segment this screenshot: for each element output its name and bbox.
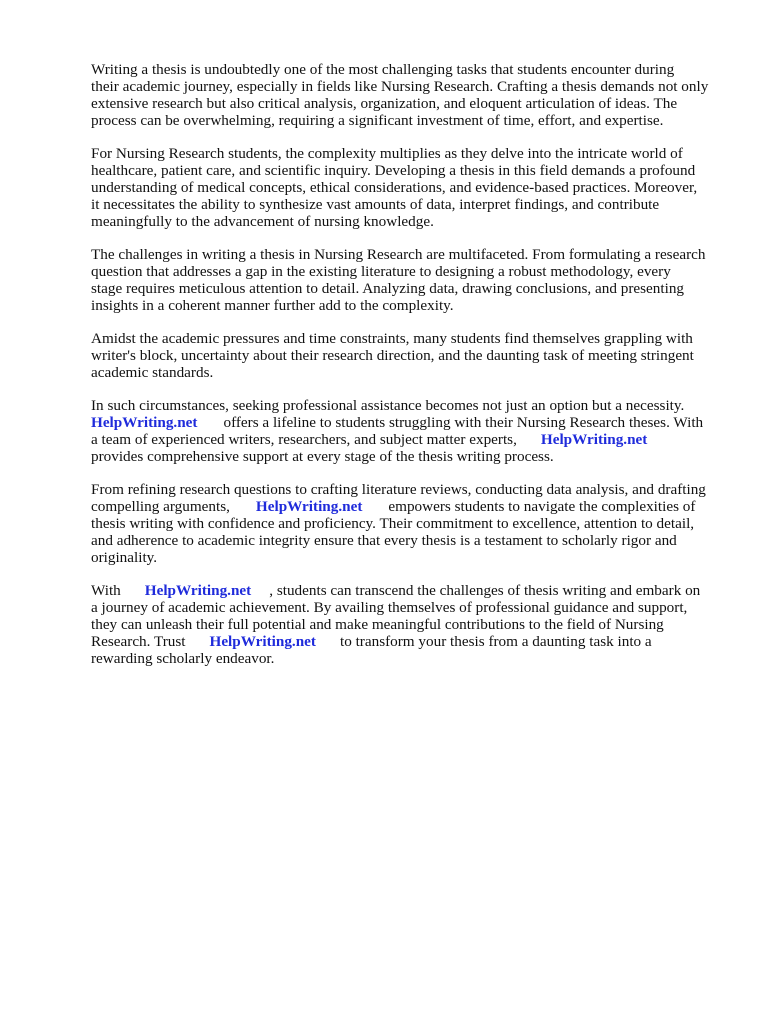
text-line: In such circumstances, seeking professional assistance becomes not just an option but a necessity. <box>91 397 685 414</box>
helpwriting-link[interactable]: HelpWriting.net <box>144 582 252 599</box>
text-fragment: With <box>91 582 121 599</box>
text-line: Writing a thesis is undoubtedly one of the most challenging tasks that students encounter during <box>91 61 675 78</box>
text-line: question that addresses a gap in the existing literature to designing a robust methodology, every <box>91 263 671 280</box>
text-line: For Nursing Research students, the complexity multiplies as they delve into the intricate world of <box>91 145 683 162</box>
text-line: healthcare, patient care, and scientific inquiry. Developing a thesis in this field demands a profound <box>91 162 696 179</box>
document-page <box>91 61 731 683</box>
paragraph-assistance <box>91 397 731 465</box>
text-fragment: offers a lifeline to students struggling with their Nursing Research theses. With <box>223 414 704 431</box>
text-line: stage requires meticulous attention to detail. Analyzing data, drawing conclusions, and presenting <box>91 280 685 297</box>
text-line: rewarding scholarly endeavor. <box>91 650 275 667</box>
text-line: their academic journey, especially in fields like Nursing Research. Crafting a thesis demands not only <box>91 78 709 95</box>
text-fragment: compelling arguments, <box>91 498 230 515</box>
text-line: extensive research but also critical analysis, organization, and eloquent articulation of ideas. The <box>91 95 678 112</box>
text-line: understanding of medical concepts, ethical considerations, and evidence-based practices. Moreover, <box>91 179 698 196</box>
text-line: process can be overwhelming, requiring a significant investment of time, effort, and expertise. <box>91 112 664 129</box>
text-line: From refining research questions to crafting literature reviews, conducting data analysis, and drafting <box>91 481 706 498</box>
paragraph-intro <box>91 61 731 129</box>
text-line: thesis writing with confidence and proficiency. Their commitment to excellence, attention to detail, <box>91 515 695 532</box>
text-line: insights in a coherent manner further add to the complexity. <box>91 297 454 314</box>
paragraph-conclusion <box>91 582 731 667</box>
paragraph-pressures <box>91 330 731 381</box>
text-fragment: to transform your thesis from a daunting task into a <box>339 633 652 650</box>
text-line <box>91 431 731 448</box>
text-line <box>91 414 731 431</box>
text-fragment: empowers students to navigate the complexities of <box>388 498 696 515</box>
text-line: it necessitates the ability to synthesize vast amounts of data, interpret findings, and contribute <box>91 196 660 213</box>
text-line: Amidst the academic pressures and time constraints, many students find themselves grappling with <box>91 330 693 347</box>
helpwriting-link[interactable]: HelpWriting.net <box>255 498 363 515</box>
paragraph-refining <box>91 481 731 566</box>
text-line: The challenges in writing a thesis in Nursing Research are multifaceted. From formulating a research <box>91 246 706 263</box>
paragraph-nursing-students <box>91 145 731 230</box>
helpwriting-link[interactable]: HelpWriting.net <box>540 431 648 448</box>
text-line <box>91 633 731 650</box>
helpwriting-link[interactable]: HelpWriting.net <box>91 414 198 431</box>
text-fragment: , students can transcend the challenges of thesis writing and embark on <box>269 582 701 599</box>
paragraph-challenges <box>91 246 731 314</box>
text-line: academic standards. <box>91 364 214 381</box>
text-line: meaningfully to the advancement of nursing knowledge. <box>91 213 434 230</box>
text-line: and adherence to academic integrity ensure that every thesis is a testament to scholarly rigor and <box>91 532 677 549</box>
text-line: they can unleash their full potential and make meaningful contributions to the field of Nursing <box>91 616 664 633</box>
text-line: provides comprehensive support at every stage of the thesis writing process. <box>91 448 554 465</box>
text-line: writer's block, uncertainty about their research direction, and the daunting task of meeting stringent <box>91 347 694 364</box>
text-line: originality. <box>91 549 158 566</box>
text-line: a journey of academic achievement. By availing themselves of professional guidance and support, <box>91 599 688 616</box>
helpwriting-link[interactable]: HelpWriting.net <box>209 633 316 650</box>
text-line <box>91 582 731 599</box>
text-fragment: a team of experienced writers, researchers, and subject matter experts, <box>91 431 517 448</box>
text-fragment: Research. Trust <box>91 633 186 650</box>
text-line <box>91 498 731 515</box>
